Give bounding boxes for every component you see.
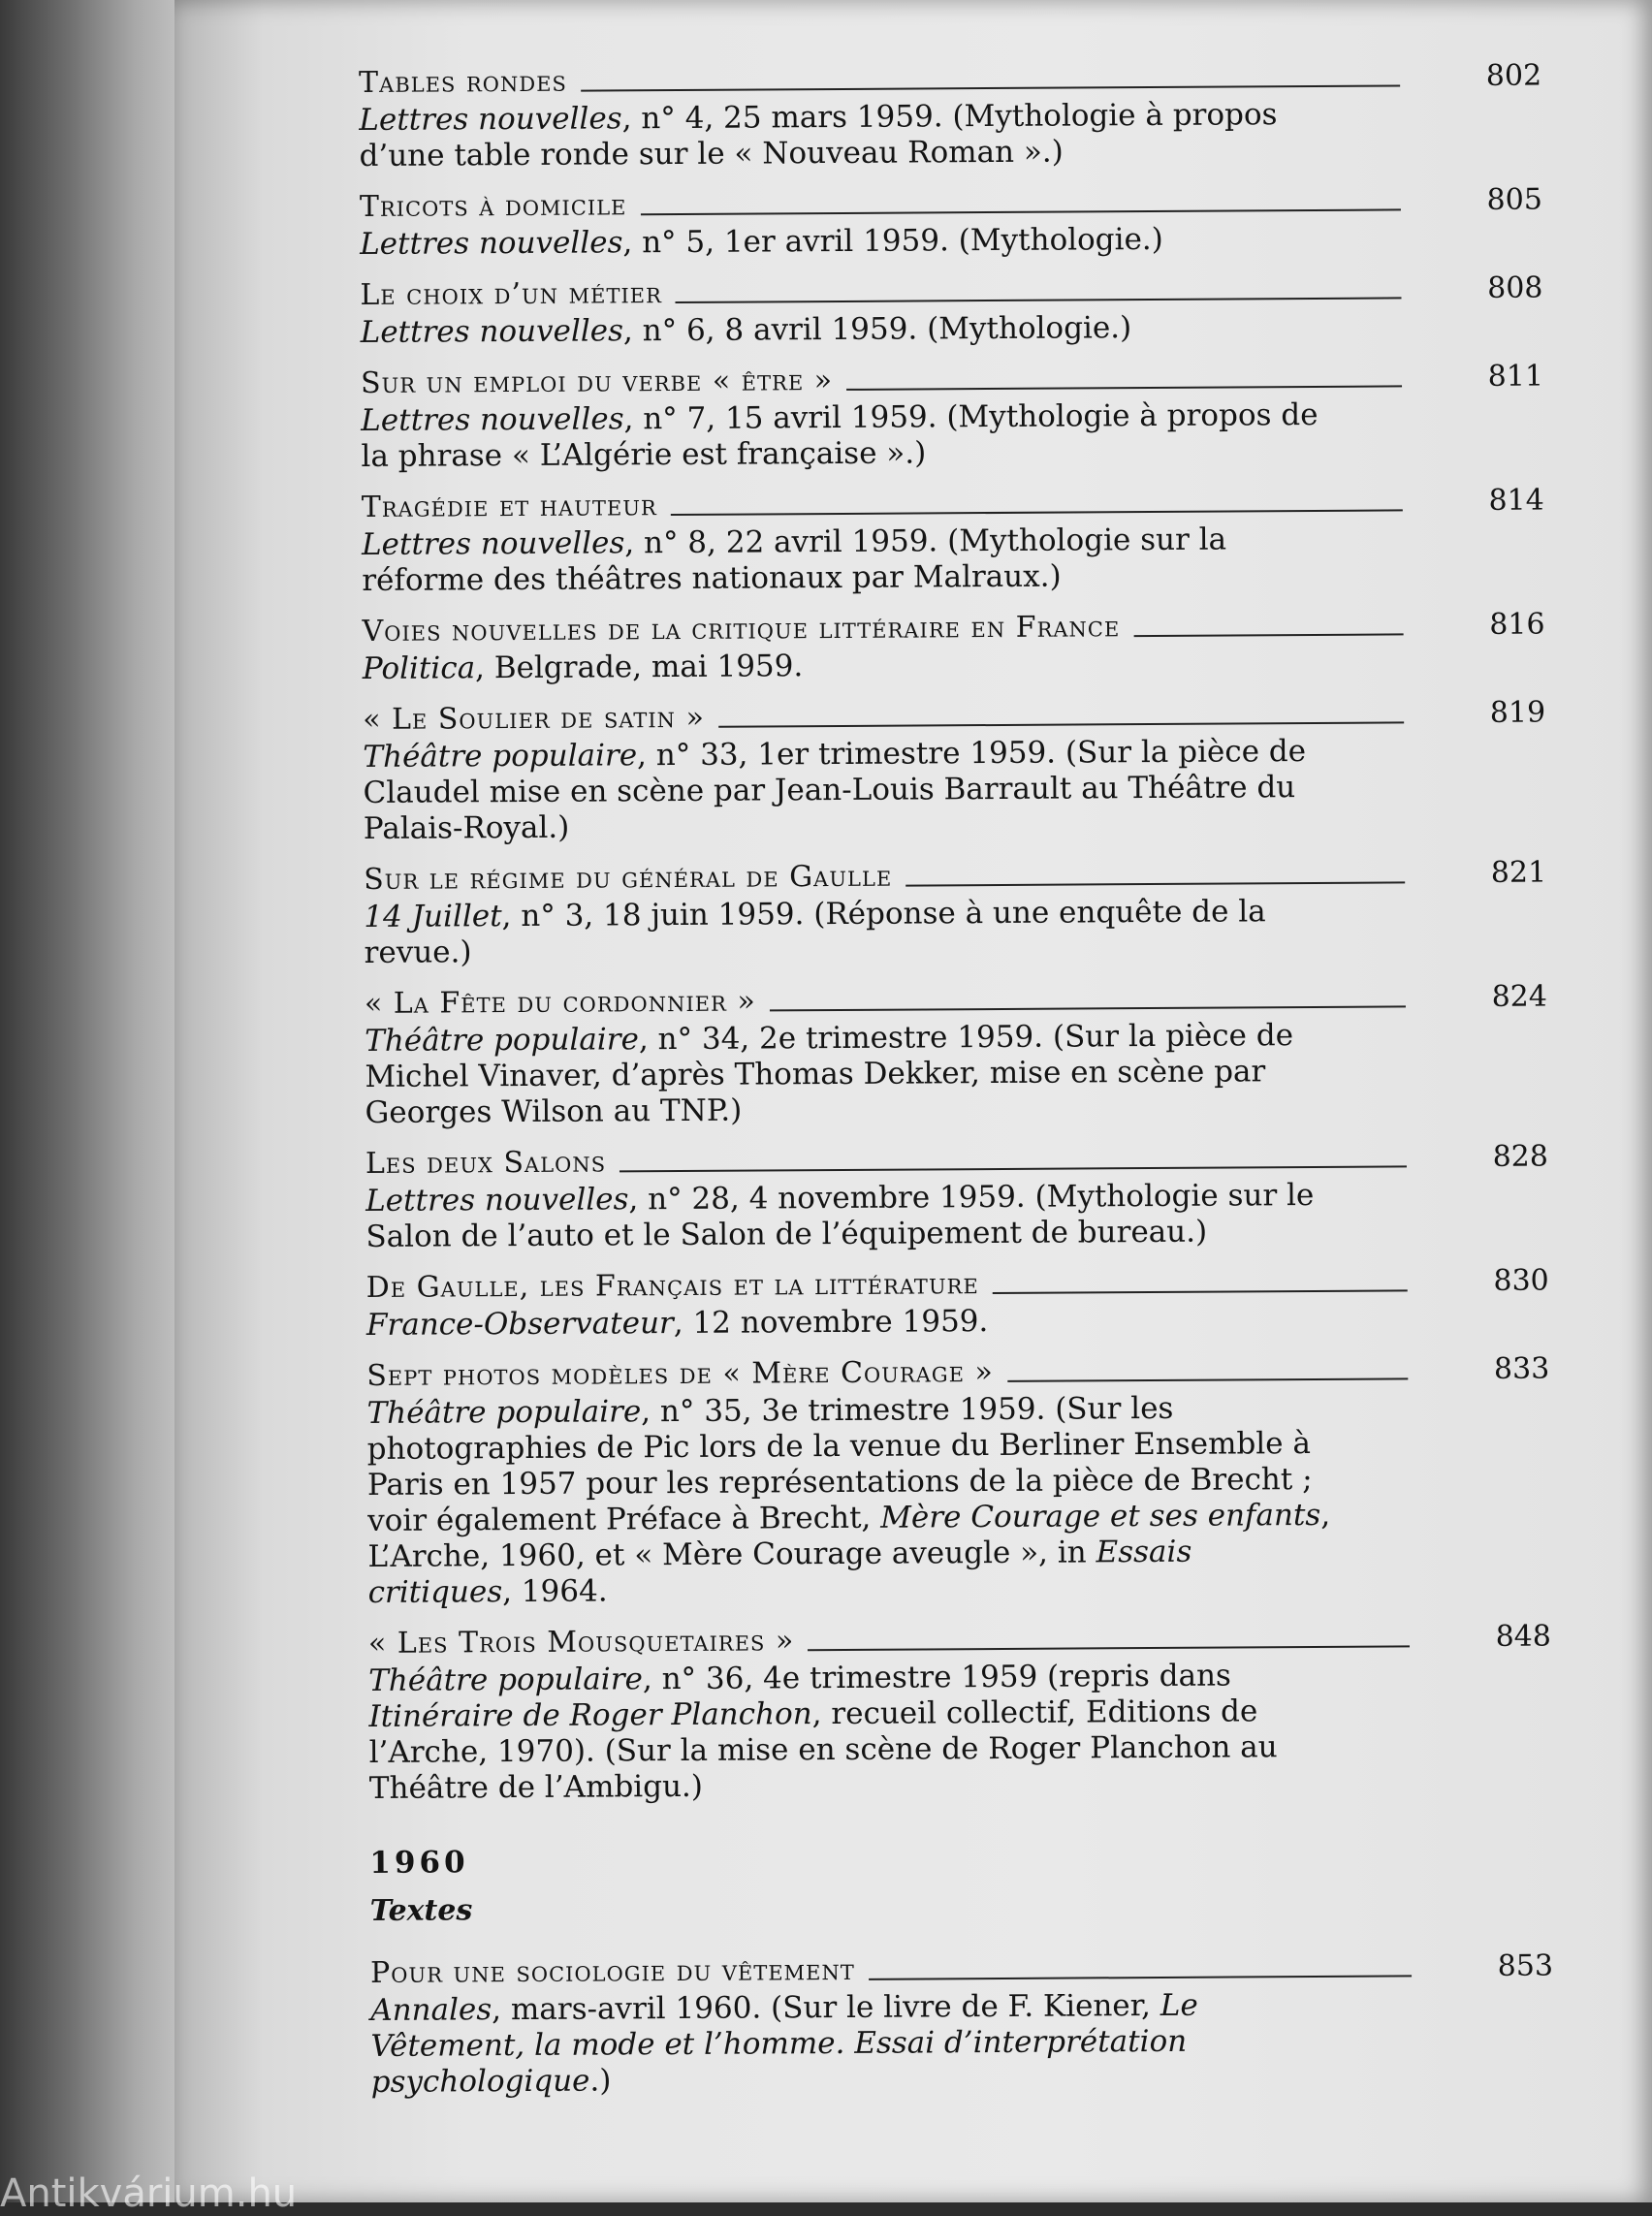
entry-heading xyxy=(363,694,1545,740)
entry-heading xyxy=(360,181,1542,227)
italic-title: Itinéraire de Roger Planchon xyxy=(368,1696,812,1734)
entries-1959 xyxy=(359,57,1552,1807)
entry-heading xyxy=(364,854,1546,900)
book-page xyxy=(175,0,1652,2202)
entry-title: Les deux Salons xyxy=(365,1145,607,1181)
italic-title: Théâtre populaire xyxy=(368,1662,644,1698)
description-text: , n° 33, 1er trimestre 1959. (Sur la pièce de Claudel mise en scène par Jean-Louis Barrault au Théâtre du Palais-Royal.) xyxy=(363,734,1307,846)
italic-title: 14 Juillet xyxy=(364,899,502,934)
description-text: , n° 4, 25 mars 1959. (Mythologie à propos d’une table ronde sur le « Nouveau Roman ».) xyxy=(359,97,1278,174)
entry-description xyxy=(366,1302,1336,1344)
entry-title: Le choix d’un métier xyxy=(360,276,662,312)
entry-title: Tables rondes xyxy=(359,64,567,100)
list-item xyxy=(360,269,1542,351)
bibliography-list xyxy=(359,57,1554,2114)
description-text: , n° 5, 1er avril 1959. (Mythologie.) xyxy=(622,221,1163,261)
page-number: 830 xyxy=(1493,1263,1549,1298)
italic-title: Lettres nouvelles xyxy=(361,401,624,438)
leader-area xyxy=(1120,632,1467,647)
entry-heading xyxy=(361,358,1543,403)
leader-rule xyxy=(1007,1377,1408,1382)
leader-area xyxy=(979,1288,1472,1304)
leader-rule xyxy=(718,720,1404,727)
description-text: , recueil collectif, Editions de l’Arche, 1970). (Sur la mise en scène de Roger Planchon au Théâtre de l’Ambigu.) xyxy=(368,1694,1278,1806)
leader-rule xyxy=(808,1644,1410,1651)
list-item xyxy=(360,181,1542,263)
description-text: , n° 28, 4 novembre 1959. (Mythologie sur le Salon de l’auto et le Salon de l’équipement de bureau.) xyxy=(365,1178,1315,1254)
leader-rule xyxy=(869,1974,1412,1979)
list-item xyxy=(365,1138,1549,1255)
entry-title: « La Fête du cordonnier » xyxy=(364,984,756,1021)
entry-description xyxy=(361,309,1330,351)
entry-title: Sur un emploi du verbe « être » xyxy=(360,364,834,400)
entry-description xyxy=(359,97,1328,174)
page-number: 808 xyxy=(1487,270,1543,305)
year-heading: 1960 xyxy=(369,1845,469,1881)
italic-title: Annales xyxy=(370,1992,492,2028)
entry-title: Sept photos modèles de « Mère Courage » xyxy=(366,1355,994,1393)
entry-description xyxy=(360,221,1329,263)
list-item xyxy=(361,358,1544,475)
page-number: 816 xyxy=(1489,607,1545,642)
entry-description xyxy=(362,522,1331,599)
leader-rule xyxy=(905,880,1405,886)
entries-1960 xyxy=(370,1947,1554,2101)
entry-description xyxy=(366,1390,1337,1611)
entry-heading xyxy=(370,1947,1553,1993)
entry-heading xyxy=(366,1350,1549,1396)
entry-title: Tricots à domicile xyxy=(359,188,627,224)
entry-heading xyxy=(362,606,1544,651)
list-item xyxy=(363,694,1546,847)
entry-description xyxy=(361,397,1330,475)
entry-description xyxy=(365,1178,1335,1255)
italic-title: France-Observateur xyxy=(365,1306,674,1343)
leader-rule xyxy=(676,296,1402,303)
description-text: , n° 34, 2e trimestre 1959. (Sur la pièce de Michel Vinaver, d’après Thomas Dekker, mise en scène par Georges Wilson au TNP.) xyxy=(365,1018,1294,1130)
description-text: , n° 36, 4e trimestre 1959 (repris dans xyxy=(642,1658,1232,1697)
list-item xyxy=(364,854,1547,971)
leader-rule xyxy=(671,508,1403,516)
page-number: 828 xyxy=(1492,1139,1549,1174)
description-text: , n° 35, 3e trimestre 1959. (Sur les photographies de Pic lors de la venue du Berliner Ensemble à Paris en 1957 pour les représentations de la pièce de Brecht ; voir également Préface à Brecht, xyxy=(366,1390,1313,1538)
leader-rule xyxy=(770,1004,1406,1011)
italic-title: Théâtre populaire xyxy=(366,1394,642,1431)
description-text: , Belgrade, mai 1959. xyxy=(475,649,804,686)
entry-description xyxy=(363,734,1333,847)
page-number: 805 xyxy=(1486,182,1542,217)
entry-title: Tragédie et hauteur xyxy=(361,489,657,524)
page-number: 848 xyxy=(1495,1619,1552,1654)
list-item xyxy=(359,57,1542,174)
description-text: .) xyxy=(589,2063,612,2099)
entry-heading xyxy=(368,1618,1551,1663)
entry-heading xyxy=(366,1262,1549,1308)
entry-heading xyxy=(359,57,1541,103)
entry-description xyxy=(363,646,1332,687)
description-text: , n° 6, 8 avril 1959. (Mythologie.) xyxy=(622,310,1132,349)
italic-title: Lettres nouvelles xyxy=(360,225,623,262)
italic-title: Lettres nouvelles xyxy=(360,313,624,350)
list-item xyxy=(366,1350,1551,1611)
entry-title: Sur le régime du général de Gaulle xyxy=(364,859,893,897)
entry-heading xyxy=(365,1138,1548,1184)
book-spine-shadow xyxy=(0,0,194,2202)
leader-rule xyxy=(581,83,1400,91)
entry-title: De Gaulle, les Français et la littérature xyxy=(365,1267,979,1305)
italic-title: Lettres nouvelles xyxy=(359,101,622,138)
description-text: , n° 3, 18 juin 1959. (Réponse à une enquête de la revue.) xyxy=(364,894,1266,970)
list-item xyxy=(362,606,1544,687)
italic-title: Le Vêtement, la mode et l’homme. Essai d’interprétation psychologique xyxy=(370,1987,1198,2100)
entry-title: Pour une sociologie du vêtement xyxy=(369,1952,855,1990)
italic-title: Lettres nouvelles xyxy=(365,1182,629,1219)
description-text: , 12 novembre 1959. xyxy=(673,1304,989,1342)
description-text: , n° 8, 22 avril 1959. (Mythologie sur la réforme des théâtres nationaux par Malraux.) xyxy=(362,522,1227,598)
page-number: 811 xyxy=(1487,359,1544,394)
description-text: , 1964. xyxy=(502,1573,608,1610)
leader-rule xyxy=(846,384,1402,390)
italic-title: Théâtre populaire xyxy=(365,1022,640,1059)
list-item xyxy=(362,482,1545,599)
page-number: 821 xyxy=(1490,855,1547,890)
leader-rule xyxy=(993,1288,1408,1294)
section-heading: Textes xyxy=(369,1893,473,1928)
italic-title: Mère Courage et ses enfants xyxy=(880,1497,1321,1535)
list-item xyxy=(370,1947,1554,2101)
entry-description xyxy=(370,1987,1341,2101)
leader-rule xyxy=(640,207,1401,215)
leader-rule xyxy=(620,1164,1407,1172)
entry-title: « Le Soulier de satin » xyxy=(363,700,705,737)
list-item xyxy=(368,1618,1552,1807)
italic-title: Lettres nouvelles xyxy=(361,525,625,562)
italic-title: Politica xyxy=(362,650,476,686)
list-item xyxy=(365,978,1548,1131)
description-text: , n° 7, 15 avril 1959. (Mythologie à propos de la phrase « L’Algérie est française ».) xyxy=(361,396,1318,474)
entry-heading xyxy=(362,482,1544,527)
list-item xyxy=(366,1262,1549,1344)
entry-title: Voies nouvelles de la critique littéraire en France xyxy=(362,610,1121,649)
entry-description xyxy=(364,894,1333,971)
page-number: 824 xyxy=(1491,979,1548,1014)
entry-description xyxy=(365,1018,1335,1131)
page-number: 802 xyxy=(1485,58,1542,93)
leader-area xyxy=(994,1377,1472,1392)
italic-title: Essais critiques xyxy=(367,1534,1192,1610)
page-number: 814 xyxy=(1488,483,1544,518)
page-number: 819 xyxy=(1489,695,1546,730)
entry-heading xyxy=(365,978,1547,1024)
italic-title: Théâtre populaire xyxy=(363,738,638,775)
page-number: 833 xyxy=(1493,1351,1550,1386)
watermark: Antikvárium.hu xyxy=(0,2171,298,2216)
description-text: , L’Arche, 1960, et « Mère Courage aveugle », in xyxy=(367,1497,1331,1574)
description-text: , mars-avril 1960. (Sur le livre de F. Kiener, xyxy=(492,1987,1160,2028)
page-number: 853 xyxy=(1497,1948,1554,1983)
leader-rule xyxy=(1133,632,1403,637)
entry-heading xyxy=(360,269,1542,315)
entry-title: « Les Trois Mousquetaires » xyxy=(367,1624,795,1661)
entry-description xyxy=(368,1658,1339,1807)
